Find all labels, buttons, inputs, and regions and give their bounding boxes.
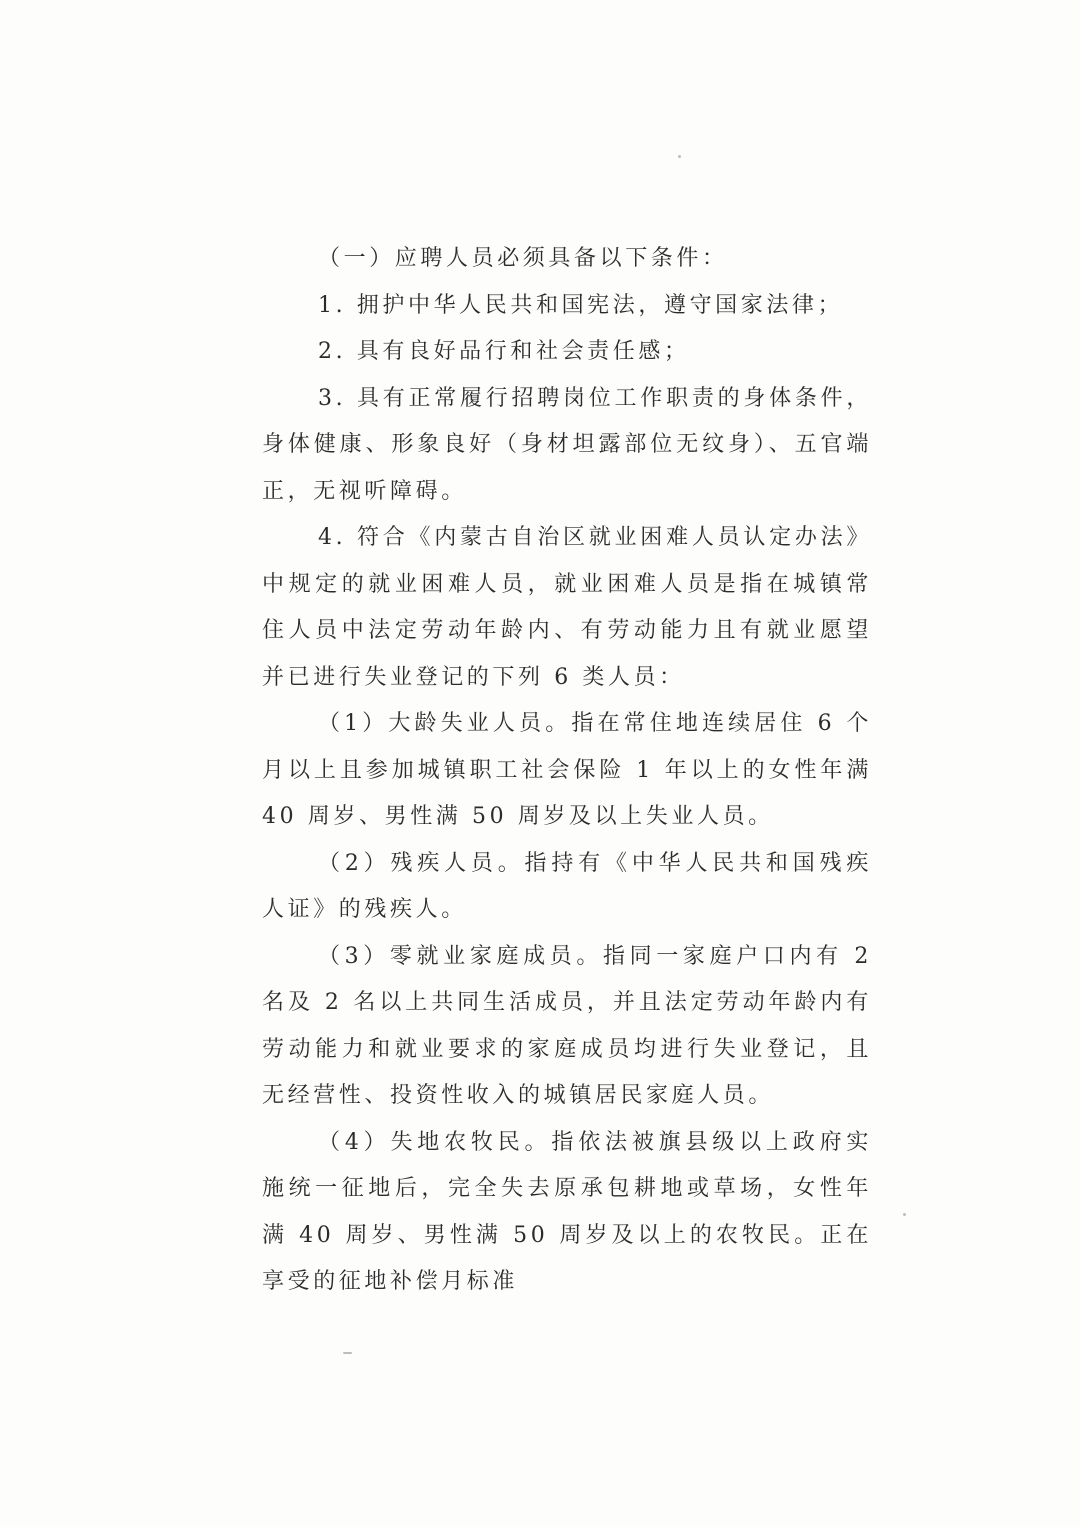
condition-2: 2. 具有良好品行和社会责任感；	[318, 339, 690, 364]
scan-speck	[343, 1352, 352, 1354]
category-2: （2）残疾人员。指持有《中华人民共和国残疾人证》的残疾人。	[262, 850, 872, 922]
category-3: （3）零就业家庭成员。指同一家庭户口内有 2 名及 2 名以上共同生活成员，并且法定劳动年龄内有劳动能力和就业要求的家庭成员均进行失业登记，且无经营性、投资性收入的城镇居民家庭人员。	[262, 943, 872, 1108]
condition-4: 4. 符合《内蒙古自治区就业困难人员认定办法》中规定的就业困难人员，就业困难人员是指在城镇常住人员中法定劳动年龄内、有劳动能力且有就业愿望并已进行失业登记的下列 6 类人员：	[262, 525, 872, 690]
category-4: （4）失地农牧民。指依法被旗县级以上政府实施统一征地后，完全失去原承包耕地或草场，女性年满 40 周岁、男性满 50 周岁及以上的农牧民。正在享受的征地补偿月标准	[262, 1129, 872, 1294]
condition-3: 3. 具有正常履行招聘岗位工作职责的身体条件，身体健康、形象良好（身材坦露部位无纹身）、五官端正，无视听障碍。	[262, 385, 872, 504]
section-heading: （一）应聘人员必须具备以下条件：	[318, 246, 728, 271]
document-body	[262, 236, 872, 1306]
scan-speck	[903, 1213, 906, 1216]
scan-speck	[678, 155, 681, 158]
condition-1: 1. 拥护中华人民共和国宪法，遵守国家法律；	[318, 292, 844, 318]
category-1: （1）大龄失业人员。指在常住地连续居住 6 个月以上且参加城镇职工社会保险 1 年以上的女性年满 40 周岁、男性满 50 周岁及以上失业人员。	[262, 711, 872, 829]
